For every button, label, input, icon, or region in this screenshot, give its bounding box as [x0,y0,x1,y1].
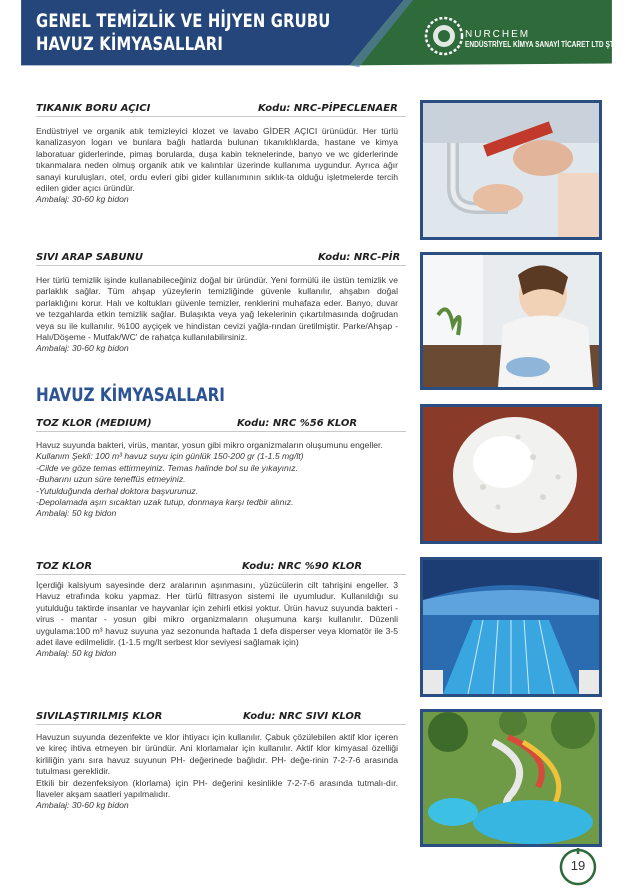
plumber-wrench-pipe-photo [420,100,602,240]
product-code-boru-acici: Kodu: NRC-PİPECLENAER [258,103,398,114]
product-description [36,440,398,520]
packaging-text: Ambalaj: 30-60 kg bidon [36,800,129,811]
header-title-line1: GENEL TEMİZLİK VE HİJYEN GRUBU [36,10,331,32]
product-title-toz-klor: TOZ KLOR [36,561,93,572]
description-text: Havuzun suyunda dezenfekte ve klor ihtiyacı için kullanılır. Çabuk çözülebilen aktif klor içeren ve kireç ihtiva etmeyen bir üründür. Ani klorlamalar için kullanılır. Aktif klor kimyasal özelliği kirliliğin yanı sıra havuz suyunun PH- değerinede bağlıdır. PH- değe-rinin 7-2-7-6 arasında tutulması gereklidir. [36,732,398,777]
olympic-pool-photo [420,557,602,697]
description-text: Havuz suyunda bakteri, virüs, mantar, yosun gibi mikro organizmaların oluşumunu engeller. [36,440,383,450]
divider [36,724,406,725]
warning-line: -Cilde ve göze temas ettirmeyiniz. Temas halinde bol su ile yıkayınız. [36,462,298,473]
product-title-arap-sabunu: SIVI ARAP SABUNU [36,252,144,263]
product-code-toz-klor-medium: Kodu: NRC %56 KLOR [237,418,358,429]
divider [36,265,406,266]
divider [36,116,406,117]
product-code-toz-klor: Kodu: NRC %90 KLOR [242,561,363,572]
product-code-sivi-klor: Kodu: NRC SIVI KLOR [243,711,362,722]
packaging-text: Ambalaj: 30-60 kg bidon [36,194,129,205]
product-description [36,275,398,355]
product-title-toz-klor-medium: TOZ KLOR (MEDIUM) [36,418,152,429]
packaging-text: Ambalaj: 50 kg bidon [36,648,117,659]
warning-line: -Buharını uzun süre teneffüs etmeyiniz. [36,474,186,485]
warning-line: -Yutulduğunda derhal doktora başvurunuz. [36,485,199,496]
chlorine-granules-photo [420,404,602,544]
product-title-boru-acici: TIKANIK BORU AÇICI [36,103,151,114]
product-description [36,732,398,812]
page-number: 19 [570,858,586,873]
product-description [36,126,398,206]
divider [36,431,406,432]
divider [36,574,406,575]
cleaning-woman-table-photo [420,252,602,390]
page-header [0,0,633,75]
warning-line: -Depolamada aşırı sıcaktan uzak tutup, donmaya karşı tedbir alınız. [36,497,294,508]
product-code-arap-sabunu: Kodu: NRC-PİR [318,252,401,263]
packaging-text: Ambalaj: 30-60 kg bidon [36,343,129,354]
description-text-2: Etkili bir dezenfeksiyon (klorlama) için PH- değerini kesinlikle 7-2-7-6 arasında tutmalı-dır. İlaveler akşam saatleri yapılmalıdır. [36,777,398,800]
brand-subtitle: ENDÜSTRİYEL KİMYA SANAYİ TİCARET LTD ŞTİ [465,40,616,49]
header-title [36,10,330,56]
usage-line: Kullanım Şekli: 100 m³ havuz suyu için günlük 150-200 gr (1-1.5 mg/lt) [36,451,304,462]
aquapark-slides-photo [420,709,602,847]
section-title-havuz: HAVUZ KİMYASALLARI [36,384,225,406]
brand-name: NURCHEM [465,29,531,40]
header-title-line2: HAVUZ KİMYASALLARI [36,33,224,55]
packaging-text: Ambalaj: 50 kg bidon [36,508,117,519]
description-text: Her türlü temizlik işinde kullanabileceğiniz doğal bir üründür. Yeni formülü ile üstün temizlik ve parlaklık sağlar. Tüm ahşap yüzeylerin temizliğinde güvenle kullanılır, ahşabın doğal parlaklığını korur. Halı ve koltukları güvenle temizler, renklerini muhafaza eder. Banyo, duvar ve tezgahlarda etkin temizlik sağlar. Bulaşıkta veya yağ lekelerinin çıkartılmasında doğrudan veya su ile kullanılır. %100 ayçiçek ve hindistan cevizi yağla-rından üretilmiştir. Parke/Ahşap - Halı/Döşeme - Mutfak/WC' de rahatça kullanılabilirsiniz. [36,275,398,343]
product-description [36,580,398,660]
product-title-sivi-klor: SIVILAŞTIRILMIŞ KLOR [36,711,163,722]
description-text: Endüstriyel ve organik atık temizleyici klozet ve lavabo GİDER AÇICI ürünüdür. Her türlü kanalizasyon logarı ve bunlara bağlı hatlarda bulunan tıkanıklıklarda, hastane ve kimya laboratuar giderlerinde, pimaş borularda, duşa kabin teknelerinde, banyo ve wc giderlerinde tıkanmalara neden olmuş organik atık ve kalıntılar üzerinde kullanıma uygundur. Ayrıca ağır sanayi kuruluşları, otel, ordu evleri gibi gider kullanımının sıklık-ta olduğu işletmelerde tercih edilen gider açıcı üründür. [36,126,398,194]
description-text: İçerdiği kalsiyum sayesinde derz aralarının aşınmasını, yüzücülerin cilt tahrişini engeller. 3 Havuz etrafında koku yapmaz. Her türlü filtrasyon sistemi ile uyumludur. Kullanıldığı su yutulduğu taktirde insanlar ve hayvanlar için zehirli etkisi yoktur. Ürün havuz suyunda bakteri - virus - mantar - yosun gibi mikro organizmaların oluşumuna karşı kullanılır. Düzenli uygulama:100 m³ havuz suyuna yaz sezonunda haftada 1 defa disperser veya klomatör ile 3-5 adet ilave edilmelidir. (1-1.5 mg/lt serbest klor seviyesi sağlamak için) [36,580,398,648]
